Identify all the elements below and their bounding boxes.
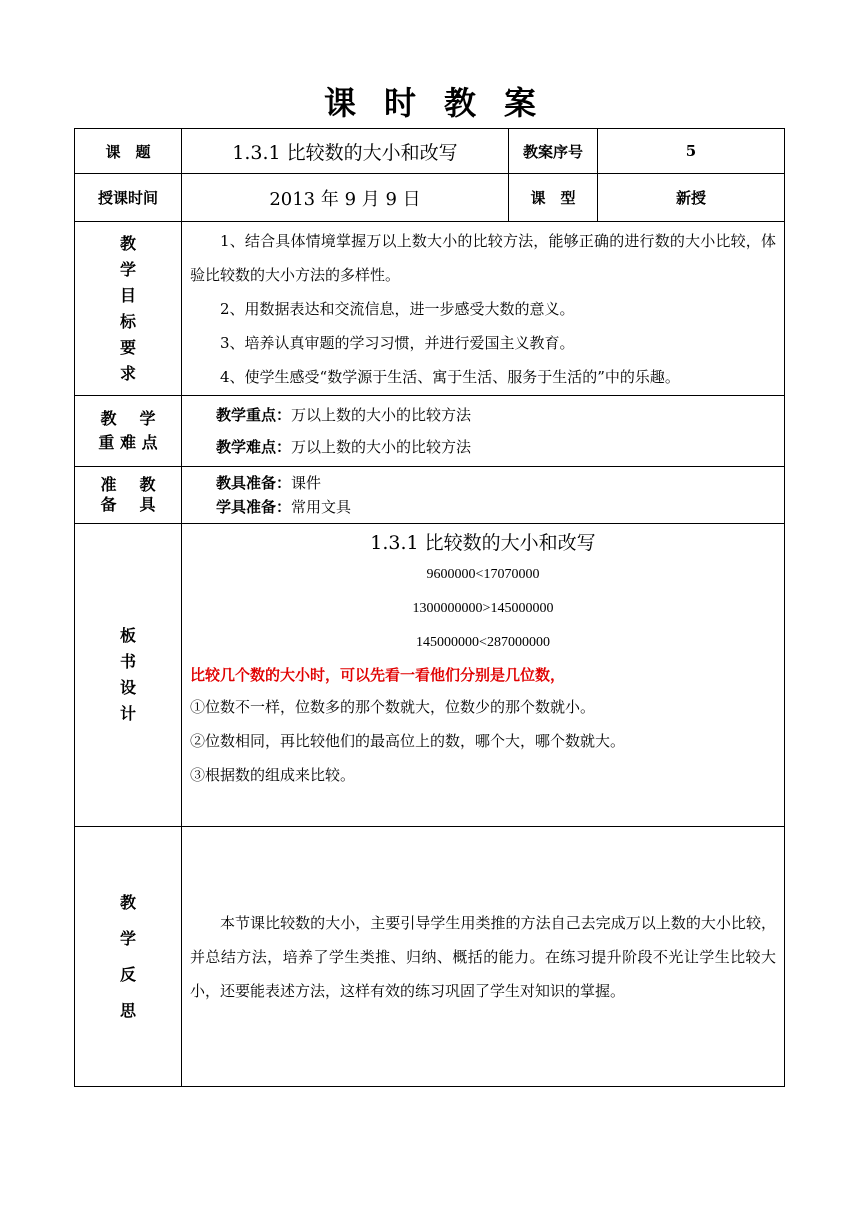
- row-prep: [75, 467, 785, 524]
- goal-item: 4、使学生感受“数学源于生活、寓于生活、服务于生活的”中的乐趣。: [220, 367, 680, 386]
- time-value: 2013 年 9 月 9 日: [182, 174, 509, 222]
- board-title: 1.3.1 比较数的大小和改写: [370, 532, 596, 554]
- board-rule: ①位数不一样，位数多的那个数就大，位数少的那个数就小。: [190, 698, 596, 716]
- topic-value: 1.3.1 比较数的大小和改写: [182, 129, 509, 174]
- topic-label: 课 题: [75, 129, 182, 174]
- label-char: 学: [119, 928, 136, 948]
- label-char: 学: [139, 409, 156, 428]
- teacher-prep-line: [216, 471, 784, 495]
- label-text: 重 难 点: [98, 433, 158, 452]
- board-equation: 1300000000>145000000: [412, 601, 554, 616]
- row-topic: [75, 129, 785, 174]
- student-prep-label: 学具准备：: [216, 498, 292, 516]
- board-rule: ③根据数的组成来比较。: [190, 766, 356, 784]
- row-board: [75, 524, 785, 827]
- goals-content: [182, 222, 785, 396]
- row-time: [75, 174, 785, 222]
- difficulty-line: [216, 434, 784, 460]
- board-rule: ②位数相同，再比较他们的最高位上的数，哪个大，哪个数就大。: [190, 732, 626, 750]
- label-char: 教: [139, 475, 156, 494]
- title-char: 课: [323, 84, 356, 122]
- label-char: 教: [100, 409, 117, 428]
- seq-label: 教案序号: [509, 129, 598, 174]
- goal-item: 1、结合具体情境掌握万以上数大小的比较方法，能够正确的进行数的大小比较，体验比较数的大小方法的多样性。: [190, 231, 776, 284]
- prep-label-cell: [75, 467, 182, 524]
- prep-content: [182, 467, 785, 524]
- time-label: 授课时间: [75, 174, 182, 222]
- label-char: 求: [119, 363, 136, 383]
- label-char: 教: [119, 892, 136, 912]
- board-equation: 145000000<287000000: [416, 635, 550, 650]
- board-equation: 9600000<17070000: [426, 567, 540, 582]
- row-goals: [75, 222, 785, 396]
- goal-item: 2、用数据表达和交流信息，进一步感受大数的意义。: [220, 299, 575, 318]
- goals-label: [75, 231, 181, 387]
- title-char: 案: [504, 84, 537, 122]
- board-label-cell: [75, 524, 182, 827]
- lesson-plan-table: [74, 128, 785, 1087]
- focus-label: 教学重点：: [216, 406, 292, 424]
- label-char: 教: [119, 233, 136, 253]
- reflection-text: 本节课比较数的大小，主要引导学生用类推的方法自己去完成万以上数的大小比较，并总结方法，培养了学生类推、归纳、概括的能力。在练习提升阶段不光让学生比较大小，还要能表述方法，这样有效的练习巩固了学生对知识的掌握。: [190, 913, 776, 1000]
- keypoints-label-cell: [75, 396, 182, 467]
- reflection-label-cell: [75, 827, 182, 1087]
- label-char: 学: [119, 259, 136, 279]
- label-char: 计: [119, 704, 136, 723]
- difficulty-value: 万以上数的大小的比较方法: [291, 438, 472, 456]
- goals-label-cell: [75, 222, 182, 396]
- difficulty-label: 教学难点：: [216, 438, 292, 456]
- type-label: 课 型: [509, 174, 598, 222]
- prep-label: [75, 475, 181, 515]
- reflection-content: [182, 827, 785, 1087]
- label-char: 设: [119, 678, 136, 697]
- row-reflection: [75, 827, 785, 1087]
- keypoints-label: [75, 407, 181, 455]
- student-prep-line: [216, 495, 784, 519]
- focus-line: [216, 402, 784, 428]
- page-title: [0, 78, 860, 124]
- label-char: 目: [119, 285, 136, 305]
- teacher-prep-value: 课件: [291, 474, 322, 492]
- label-char: 书: [119, 652, 136, 671]
- teacher-prep-label: 教具准备：: [216, 474, 292, 492]
- seq-value: 5: [598, 129, 785, 174]
- label-char: 要: [119, 337, 136, 357]
- title-char: 时: [383, 84, 416, 122]
- board-label: [75, 623, 181, 727]
- type-value: 新授: [598, 174, 785, 222]
- label-char: 板: [119, 626, 136, 645]
- board-content: [182, 524, 785, 827]
- label-char: 思: [119, 1000, 136, 1020]
- goal-item: 3、培养认真审题的学习习惯，并进行爱国主义教育。: [220, 333, 575, 352]
- label-char: 标: [119, 311, 136, 331]
- label-char: 反: [119, 964, 136, 984]
- title-char: 教: [444, 84, 477, 122]
- label-char: 备: [100, 495, 117, 514]
- keypoints-content: [182, 396, 785, 467]
- focus-value: 万以上数的大小的比较方法: [291, 406, 472, 424]
- board-red-note: 比较几个数的大小时，可以先看一看他们分别是几位数，: [190, 666, 566, 684]
- label-char: 准: [100, 475, 117, 494]
- reflection-label: [75, 885, 181, 1029]
- label-char: 具: [139, 495, 156, 514]
- row-keypoints: [75, 396, 785, 467]
- student-prep-value: 常用文具: [291, 498, 352, 516]
